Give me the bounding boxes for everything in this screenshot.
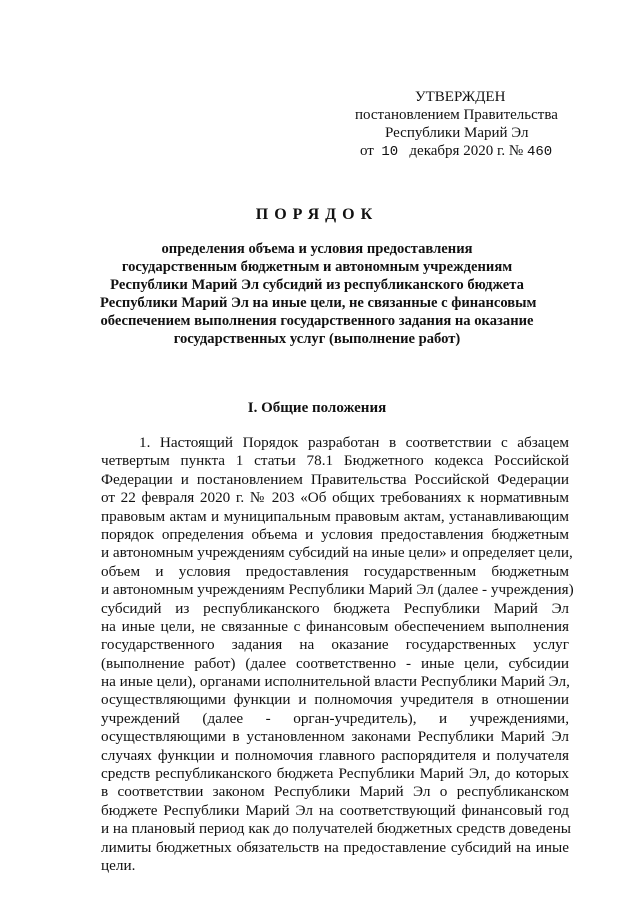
paragraph-line: на иные цели), органами исполнительной власти Республики Марий Эл,	[101, 673, 570, 691]
paragraph-line: объем и условия предоставления государственным бюджетным	[101, 562, 569, 580]
subtitle-line: обеспечением выполнения государственного задания на оказание	[100, 313, 534, 329]
paragraph-line: средств республиканского бюджета Республики Марий Эл, до которых	[101, 765, 569, 783]
subtitle-line: определения объема и условия предоставления	[161, 241, 473, 257]
paragraph-line: 1. Настоящий Порядок разработан в соответствии с абзацем	[139, 434, 569, 451]
subtitle-line: Республики Марий Эл субсидий из республиканского бюджета	[110, 277, 524, 293]
approval-resolution-number: 460	[526, 144, 553, 160]
paragraph-line: Федерации и постановлением Правительства Российской Федерации	[101, 470, 569, 488]
paragraph-line: бюджете Республики Марий Эл на соответствующий финансовый год	[101, 801, 569, 819]
paragraph-line: лимиты бюджетных обязательств на предоставление субсидий на иные	[101, 838, 569, 856]
approval-line-resolution: постановлением Правительства	[355, 107, 558, 123]
paragraph-line: учреждений (далее - орган-учредитель), и учреждениями,	[101, 709, 569, 727]
section-heading: I. Общие положения	[247, 400, 387, 416]
paragraph-line: от 22 февраля 2020 г. № 203 «Об общих требованиях к нормативным	[101, 489, 569, 507]
paragraph-line: правовым актам и муниципальным правовым актам, устанавливающим	[101, 507, 569, 525]
paragraph-line: субсидий из республиканского бюджета Республики Марий Эл	[101, 599, 569, 617]
approval-date-day: 10	[381, 144, 399, 160]
paragraph-line: четвертым пункта 1 статьи 78.1 Бюджетного кодекса Российской	[101, 452, 569, 470]
approval-date-prefix: от	[360, 143, 374, 159]
approval-date-month-year: декабря 2020 г. №	[409, 143, 524, 159]
paragraph-line: в соответствии законом Республики Марий Эл о республиканском	[101, 783, 569, 801]
paragraph-line: осуществляющими функции и полномочия учредителя в отношении	[101, 691, 569, 709]
approval-line-republic: Республики Марий Эл	[385, 125, 529, 141]
paragraph-line: и автономным учреждениям Республики Марий Эл (далее - учреждения)	[101, 581, 574, 599]
document-title: ПОРЯДОК	[255, 206, 379, 223]
document-subtitle	[100, 240, 537, 348]
approval-stamp	[300, 88, 600, 161]
paragraph-line: случаях функции и полномочия главного распорядителя и получателя	[101, 746, 569, 764]
approval-line-date	[300, 142, 600, 161]
paragraph-line: порядок определения объема и условия предоставления бюджетным	[101, 525, 569, 543]
paragraph-line: (выполнение работ) (далее соответственно - иные цели, субсидии	[101, 654, 569, 672]
paragraph-line: государственного задания на оказание государственных услуг	[101, 636, 569, 654]
paragraph-line: на иные цели, не связанные с финансовым обеспечением выполнения	[101, 617, 569, 635]
subtitle-line: государственным бюджетным и автономным учреждениям	[121, 259, 513, 275]
subtitle-line: Республики Марий Эл на иные цели, не связанные с финансовым	[100, 295, 537, 311]
paragraph-line: цели.	[101, 856, 136, 874]
approval-title: УТВЕРЖДЕН	[415, 89, 506, 105]
subtitle-line: государственных услуг (выполнение работ)	[173, 331, 461, 347]
paragraph-line: осуществляющими в установленном законами Республики Марий Эл	[101, 728, 569, 746]
paragraph-line: и автономным учреждениям субсидий на иные цели» и определяет цели,	[101, 544, 573, 562]
paragraph-line: и на плановый период как до получателей бюджетных средств доведены	[101, 820, 571, 838]
paragraph-1	[101, 434, 574, 875]
